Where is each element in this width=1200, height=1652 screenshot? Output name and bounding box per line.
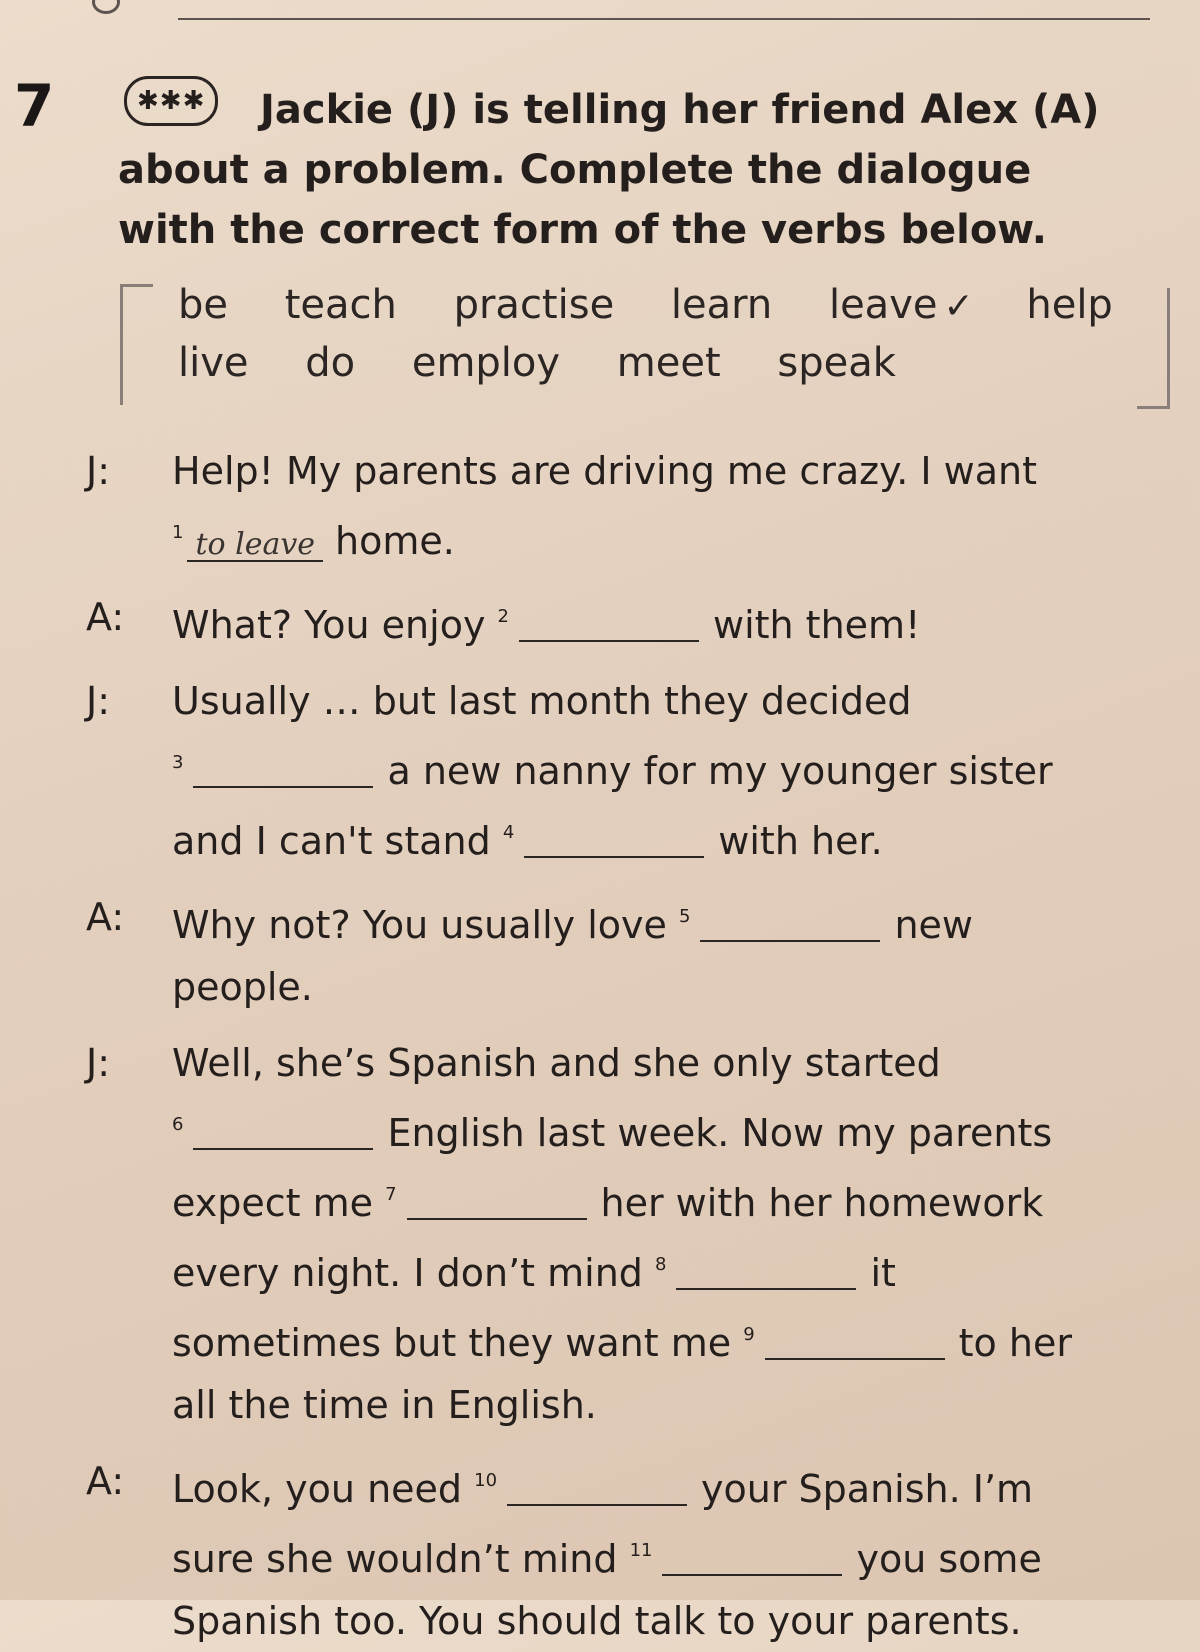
dialogue-turn-3: [86, 670, 1166, 872]
gap-number-4: 4: [502, 822, 515, 843]
speaker-label: J:: [86, 1041, 111, 1085]
top-rule: [178, 18, 1150, 20]
word-speak: speak: [777, 340, 896, 386]
answer-blank-4[interactable]: [524, 826, 704, 858]
turn-text: you some: [856, 1537, 1042, 1581]
page-corner-mark: [92, 0, 120, 14]
turn-text: What? You enjoy: [172, 603, 486, 647]
gap-number-9: 9: [743, 1324, 755, 1345]
turn-text: home.: [335, 519, 455, 563]
speaker-label: J:: [86, 679, 111, 723]
dialogue: [86, 440, 1166, 1652]
turn-text: people.: [172, 965, 313, 1009]
turn-text: a new nanny for my younger sister: [387, 749, 1053, 793]
speaker-label: A:: [86, 1459, 125, 1503]
word-teach: teach: [284, 282, 397, 328]
answer-blank-9[interactable]: [765, 1328, 945, 1360]
turn-text: Usually … but last month they decided: [172, 679, 912, 723]
turn-text: your Spanish. I’m: [701, 1467, 1034, 1511]
word-employ: employ: [411, 340, 561, 386]
difficulty-stars-badge: ✱✱✱: [124, 76, 218, 126]
gap-number-8: 8: [655, 1254, 667, 1275]
answer-1-handwritten: to leave: [187, 530, 323, 562]
answer-blank-3[interactable]: [193, 756, 373, 788]
turn-text: her with her homework: [600, 1181, 1044, 1225]
gap-number-7: 7: [385, 1184, 397, 1205]
word-learn: learn: [670, 282, 773, 328]
exercise-instruction: [118, 80, 1128, 260]
turn-text: all the time in English.: [172, 1383, 597, 1427]
gap-number-3: 3: [172, 752, 184, 773]
dialogue-turn-2: [86, 586, 1166, 656]
turn-text: with her.: [718, 819, 883, 863]
turn-text: Look, you need: [172, 1467, 463, 1511]
word-do: do: [305, 340, 356, 386]
word-practise: practise: [453, 282, 615, 328]
turn-text: it: [870, 1251, 896, 1295]
turn-text: English last week. Now my parents: [387, 1111, 1053, 1155]
dialogue-turn-6: [86, 1450, 1166, 1652]
word-box-left-bracket: [120, 284, 153, 405]
word-meet: meet: [616, 340, 721, 386]
turn-text: with them!: [712, 603, 921, 647]
turn-text: sure she wouldn’t mind: [172, 1537, 618, 1581]
gap-number-5: 5: [678, 906, 691, 927]
dialogue-turn-1: [86, 440, 1166, 572]
turn-text: Spanish too. You should talk to your parents.: [172, 1599, 1022, 1643]
turn-text: Well, she’s Spanish and she only started: [172, 1041, 941, 1085]
word-leave: leave: [828, 282, 938, 328]
dialogue-turn-5: [86, 1032, 1166, 1436]
turn-text: sometimes but they want me: [172, 1321, 732, 1365]
turn-text: to her: [958, 1321, 1072, 1365]
word-row-2: [178, 340, 940, 386]
turn-text: new: [894, 903, 973, 947]
instruction-text: Jackie (J) is telling her friend Alex (A) about a problem. Complete the dialogue with the correct form of the verbs below.: [118, 87, 1100, 253]
speaker-label: A:: [86, 895, 125, 939]
turn-text: Help! My parents are driving me crazy. I want: [172, 449, 1037, 493]
answer-blank-6[interactable]: [193, 1118, 373, 1150]
gap-number-11: 11: [629, 1540, 653, 1561]
turn-text: every night. I don’t mind: [172, 1251, 643, 1295]
answer-blank-5[interactable]: [700, 910, 880, 942]
turn-text: and I can't stand: [172, 819, 491, 863]
speaker-label: A:: [86, 595, 125, 639]
gap-number-10: 10: [474, 1470, 498, 1491]
gap-number-6: 6: [172, 1114, 184, 1135]
turn-text: Why not? You usually love: [172, 903, 667, 947]
speaker-label: J:: [86, 449, 111, 493]
word-row-1: [178, 282, 1157, 328]
turn-text: expect me: [172, 1181, 373, 1225]
answer-blank-2[interactable]: [519, 610, 699, 642]
dialogue-turn-4: [86, 886, 1166, 1018]
answer-blank-10[interactable]: [507, 1474, 687, 1506]
gap-number-2: 2: [497, 606, 509, 627]
gap-number-1: 1: [172, 522, 184, 543]
word-box: [120, 278, 1170, 408]
exercise-number: 7: [14, 72, 55, 140]
word-live: live: [178, 340, 249, 386]
word-be: be: [178, 282, 228, 328]
answer-blank-7[interactable]: [407, 1188, 587, 1220]
answer-blank-8[interactable]: [676, 1258, 856, 1290]
check-mark-icon: ✓: [943, 286, 974, 327]
answer-blank-11[interactable]: [662, 1544, 842, 1576]
word-help: help: [1026, 282, 1113, 328]
